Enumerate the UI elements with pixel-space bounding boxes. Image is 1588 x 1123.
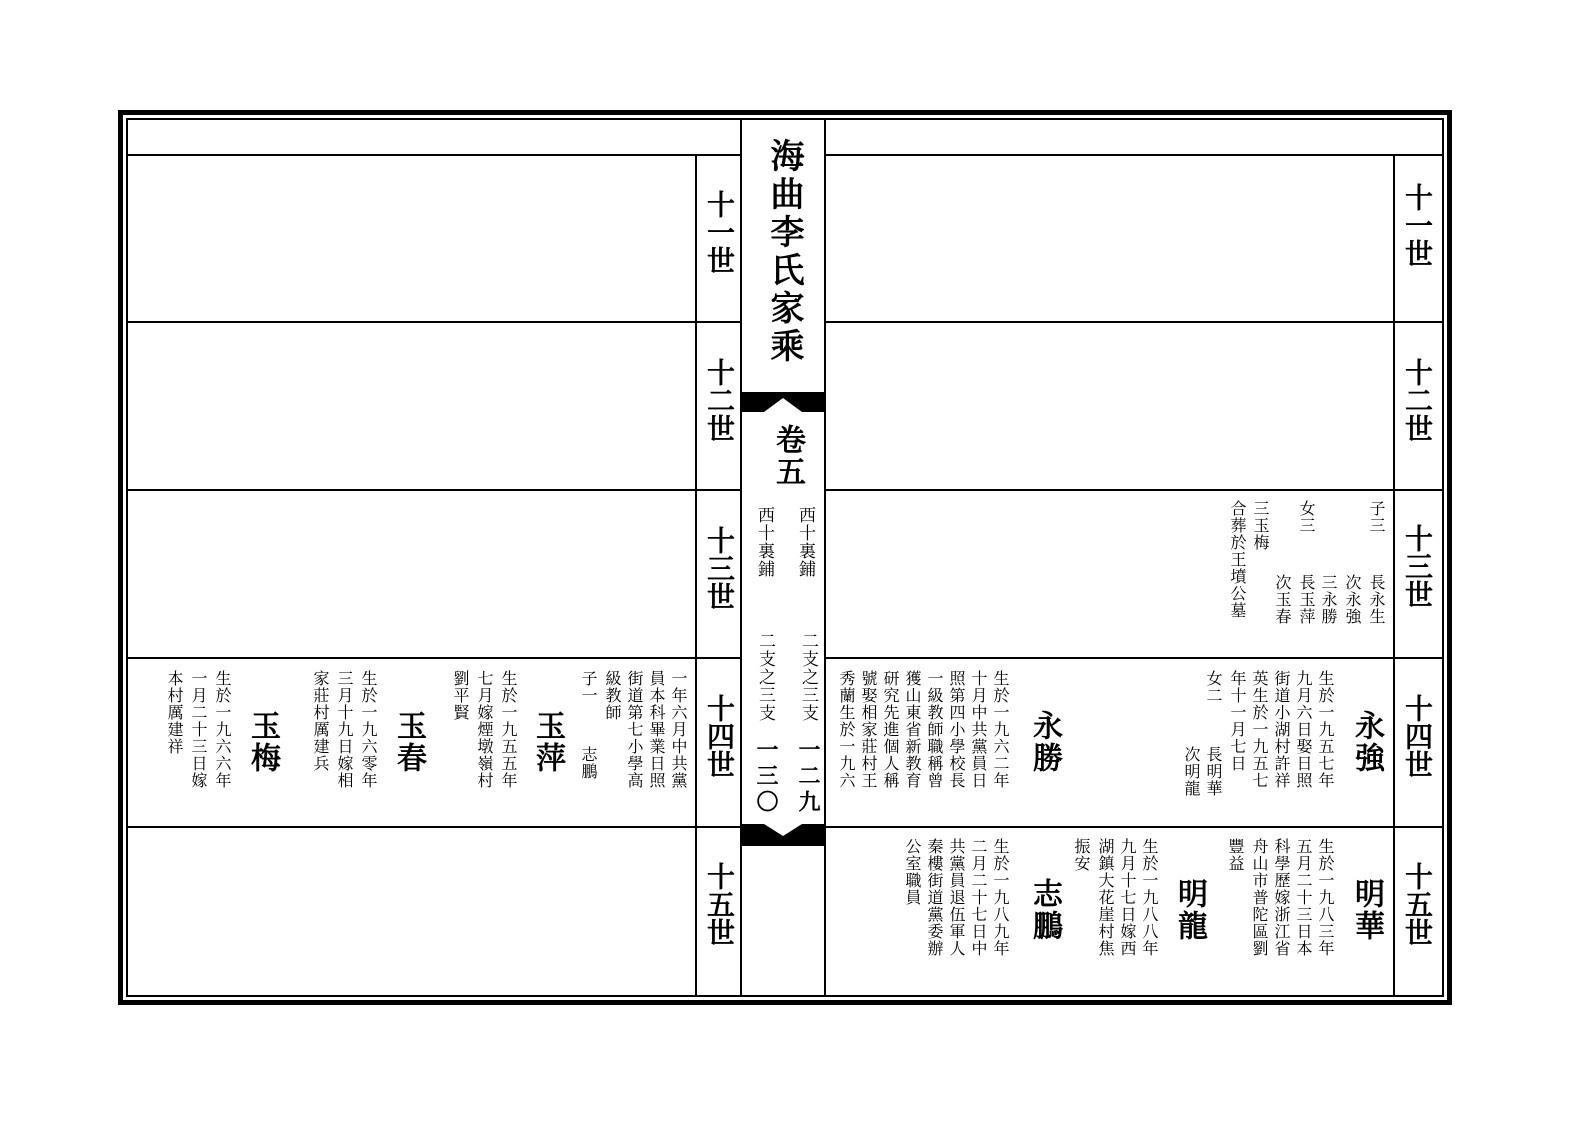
bio-line: 生於一九八八年 — [1140, 838, 1159, 957]
person-name-yuchun: 玉春 — [391, 710, 426, 774]
right-row-line-2 — [826, 489, 1442, 491]
left-gen-label-12: 十二世 — [703, 358, 736, 442]
left-row-line-2 — [128, 489, 740, 491]
child-name: 次明龍 — [1182, 746, 1201, 797]
bio-line: 共黨員退伍軍人 — [947, 838, 966, 957]
person-name-zhipeng: 志鵬 — [1027, 878, 1062, 942]
bio-line: 獲山東省新教育 — [903, 670, 922, 789]
bio-line: 本村厲建祥 — [165, 670, 184, 755]
burial-note: 合葬於王墳公墓 — [1228, 500, 1247, 619]
daughter-1: 長玉萍 — [1297, 574, 1316, 625]
bio-line: 豐益 — [1226, 838, 1245, 872]
page-number-left: 一三〇 — [753, 738, 779, 816]
person-name-yongsheng: 永勝 — [1027, 710, 1062, 774]
left-header-line — [128, 154, 740, 156]
right-gen-label-12: 十二世 — [1401, 358, 1434, 442]
bio-line: 年十一月七日 — [1228, 670, 1247, 772]
bio-line: 生於一九六二年 — [991, 670, 1010, 789]
left-gen-label-14: 十四世 — [703, 694, 736, 778]
son-label: 子一 — [579, 670, 598, 704]
bio-line: 湖鎮大花崖村焦 — [1096, 838, 1115, 957]
right-gen-label-13: 十三世 — [1401, 524, 1434, 608]
right-row-line-1 — [826, 321, 1442, 323]
bio-line: 員本科畢業日照 — [647, 670, 666, 789]
left-row-line-4 — [128, 826, 740, 828]
sons-label: 子三 — [1367, 500, 1386, 534]
bio-line: 生於一九五七年 — [1316, 670, 1335, 789]
bio-line: 女二 — [1204, 670, 1223, 704]
volume-label: 卷五 — [770, 424, 805, 488]
bio-line: 生於一九六六年 — [213, 670, 232, 789]
spine-border-right — [824, 118, 826, 997]
book-title: 海曲李氏家乘 — [764, 138, 804, 366]
son-3: 三永勝 — [1319, 574, 1338, 625]
daughter-2: 次玉春 — [1273, 574, 1292, 625]
bio-line: 十月中共黨員日 — [969, 670, 988, 789]
spine-branch-right: 二支之三支 — [798, 632, 818, 722]
bio-line: 秀蘭生於一九六 — [837, 670, 856, 789]
bio-line: 一年六月中共黨 — [669, 670, 688, 789]
right-row-line-4 — [826, 826, 1442, 828]
page-number-right: 一二九 — [795, 738, 821, 816]
bio-line: 一月二十三日嫁 — [189, 670, 208, 789]
bio-line: 生於一九八九年 — [991, 838, 1010, 957]
bio-line: 家莊村厲建兵 — [311, 670, 330, 772]
bio-line: 生於一九六零年 — [359, 670, 378, 789]
bio-line: 公室職員 — [903, 838, 922, 906]
spine-place-right: 西十裏鋪 — [795, 506, 815, 578]
bio-line: 九月六日娶日照 — [1294, 670, 1313, 789]
left-row-line-1 — [128, 321, 740, 323]
son-2: 次永強 — [1343, 574, 1362, 625]
person-name-yuping: 玉萍 — [530, 710, 565, 774]
right-row-line-3 — [826, 657, 1442, 659]
left-gen-label-15: 十五世 — [703, 862, 736, 946]
bio-line: 街道小湖村許祥 — [1272, 670, 1291, 789]
bio-line: 科學歷嫁浙江省 — [1272, 838, 1291, 957]
bio-line: 研究先進個人稱 — [881, 670, 900, 789]
bio-line: 九月十七日嫁西 — [1118, 838, 1137, 957]
right-gen-label-15: 十五世 — [1401, 862, 1434, 946]
right-header-line — [826, 154, 1442, 156]
bio-line: 三月十九日嫁相 — [335, 670, 354, 789]
bio-line: 一級教師職稱曾 — [925, 670, 944, 789]
person-name-yumei: 玉梅 — [245, 710, 280, 774]
person-name-yongqiang: 永強 — [1349, 710, 1384, 774]
child-name: 志鵬 — [579, 746, 598, 780]
daughter-3: 三玉梅 — [1251, 500, 1270, 551]
person-name-minglong: 明龍 — [1172, 878, 1207, 942]
bio-line: 生於一九八三年 — [1316, 838, 1335, 957]
bio-line: 生於一九五五年 — [499, 670, 518, 789]
bio-line: 二月二十七日中 — [969, 838, 988, 957]
fish-tail-ornament-top — [742, 390, 824, 414]
bio-line: 劉平賢 — [451, 670, 470, 721]
bio-line: 街道第七小學高 — [625, 670, 644, 789]
bio-line: 振安 — [1072, 838, 1091, 872]
left-gen-label-11: 十一世 — [703, 190, 736, 274]
left-gen-label-13: 十三世 — [703, 526, 736, 610]
bio-line: 五月二十三日本 — [1294, 838, 1313, 957]
bio-line: 英生於一九五七 — [1250, 670, 1269, 789]
person-name-minghua: 明華 — [1349, 878, 1384, 942]
bio-line: 七月嫁煙墩嶺村 — [475, 670, 494, 789]
left-row-line-3 — [128, 657, 740, 659]
spine-branch-left: 二支之三支 — [755, 632, 775, 722]
fish-tail-ornament-bottom — [742, 822, 824, 848]
bio-line: 舟山市普陀區劉 — [1250, 838, 1269, 957]
bio-line: 秦樓街道黨委辦 — [925, 838, 944, 957]
bio-line: 照第四小學校長 — [947, 670, 966, 789]
child-name: 長明華 — [1204, 746, 1223, 797]
bio-line: 號娶相家莊村王 — [859, 670, 878, 789]
spine-place-left: 西十裏鋪 — [754, 506, 774, 578]
son-1: 長永生 — [1367, 574, 1386, 625]
right-gen-label-11: 十一世 — [1401, 183, 1434, 267]
right-gen-label-14: 十四世 — [1401, 694, 1434, 778]
bio-line: 級教師 — [603, 670, 622, 721]
daughters-label: 女三 — [1297, 500, 1316, 534]
